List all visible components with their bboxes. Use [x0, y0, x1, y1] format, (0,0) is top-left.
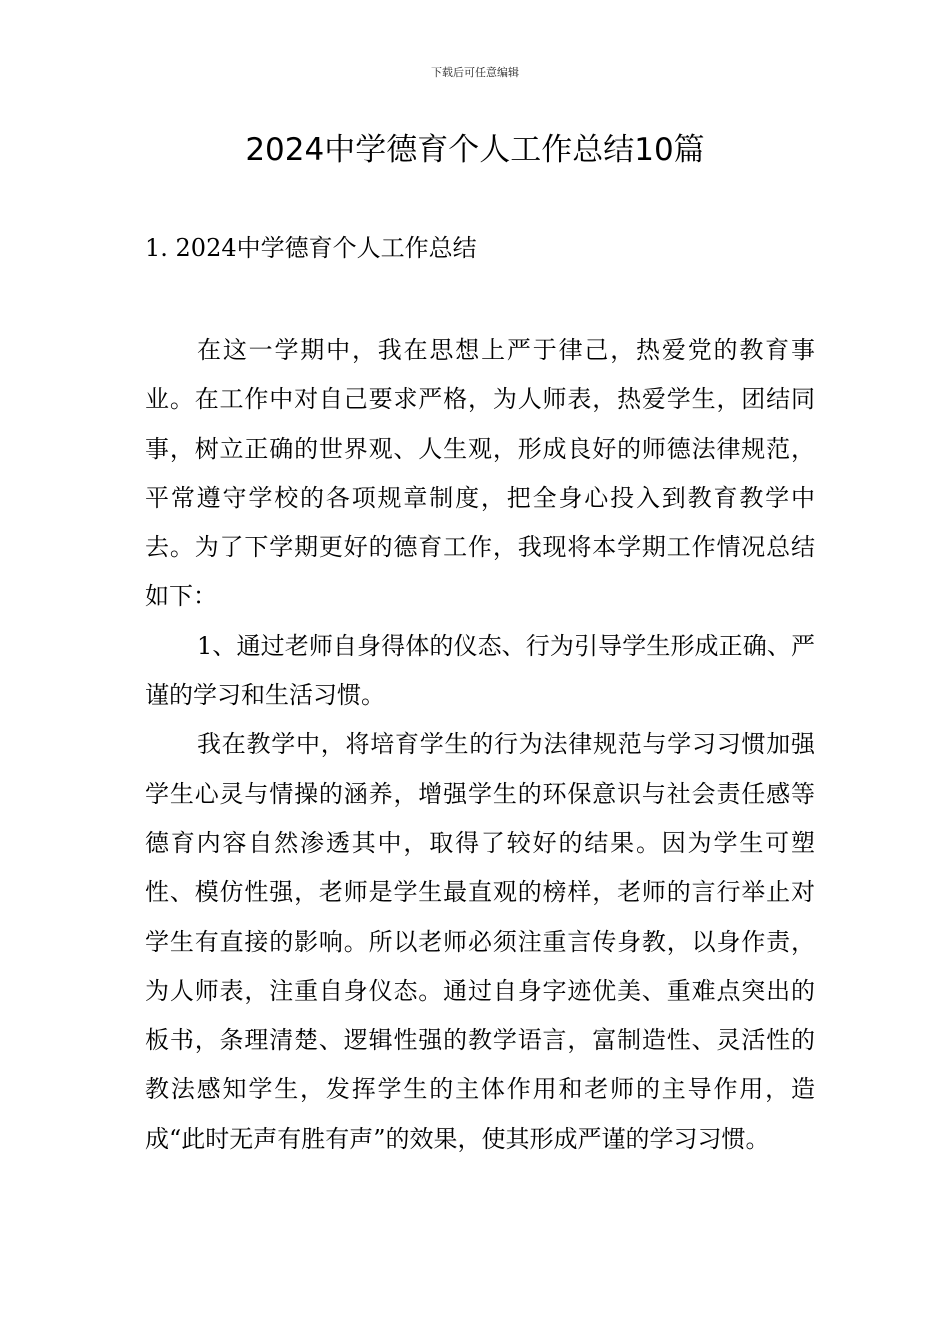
document-title: 2024中学德育个人工作总结10篇: [245, 132, 705, 168]
header-note: 下载后可任意编辑: [431, 66, 519, 79]
document-body: [145, 326, 815, 1164]
paragraph-detail: 我在教学中，将培育学生的行为法律规范与学习习惯加强学生心灵与情操的涵养，增强学生的环保意识与社会责任感等德育内容自然渗透其中，取得了较好的结果。因为学生可塑性、模仿性强，老师是学生最直观的榜样，老师的言行举止对学生有直接的影响。所以老师必须注重言传身教，以身作责，为人师表，注重自身仪态。通过自身字迹优美、重难点突出的板书，条理清楚、逻辑性强的教学语言，富制造性、灵活性的教法感知学生，发挥学生的主体作用和老师的主导作用，造成“此时无声有胜有声”的效果，使其形成严谨的学习习惯。: [145, 730, 815, 1153]
section-heading: 1. 2024中学德育个人工作总结: [145, 234, 477, 262]
paragraph-point-1: 1、通过老师自身得体的仪态、行为引导学生形成正确、严谨的学习和生活习惯。: [145, 631, 815, 710]
paragraph-intro: 在这一学期中，我在思想上严于律己，热爱党的教育事业。在工作中对自己要求严格，为人师表，热爱学生，团结同事，树立正确的世界观、人生观，形成良好的师德法律规范，平常遵守学校的各项规章制度，把全身心投入到教育教学中去。为了下学期更好的德育工作，我现将本学期工作情况总结如下：: [145, 336, 815, 611]
